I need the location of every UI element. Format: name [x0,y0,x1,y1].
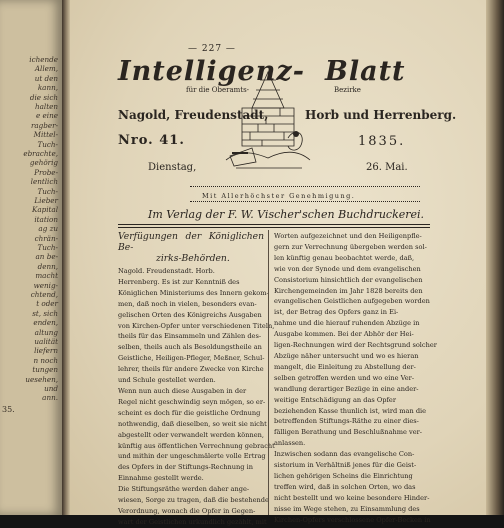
article-text-line: men, daß noch in vielen, besonders evan- [118,299,257,308]
facing-page-text-fragment: e eine [36,111,58,121]
article-text-line: beziehenden Kasse thunlich ist, wird man die [274,406,427,415]
article-text-line: abgestellt oder verwandelt werden können, [118,430,264,439]
facing-page-text-fragment: die sich [29,92,58,102]
article-text-line: Worten aufgezeichnet und den Heiligenpfle- [274,232,422,240]
masthead-rule-double [118,227,430,228]
masthead-title-left: Intelligenz- [118,56,305,87]
issue-number: Nro. 41. [118,133,185,148]
article-text-line: Herrenberg. Es ist zur Kenntniß des [118,277,240,286]
facing-page-text-fragment: lentlich [30,177,58,187]
facing-page-text-fragment: n noch [33,355,58,365]
permission-notice: Mit Allerhöchster Genehmigung. [202,192,356,200]
facing-page-text-fragment: Tuch- [37,186,58,196]
facing-page-text-fragment: denn, [37,261,58,271]
masthead-vignette [222,68,314,180]
article-text-line: fälligen Berathung und Beschlußnahme ver- [274,428,423,437]
facing-page-text-fragment: und [44,384,58,393]
article-text-line: und mithin der ungeschmälerte volle Ertrag [118,452,266,461]
article-text-line: wandlung derartiger Bezüge in eine ander- [274,384,419,393]
article-text-line: Nagold. Freudenstadt. Horb. [118,267,215,275]
facing-page-text-fragment: ualität [34,337,58,346]
masthead-title-right: Blatt [325,56,406,87]
facing-page-text-fragment: halten [35,102,58,111]
article-text-line: Einnahme gestellt werde. [118,474,204,483]
issue-day: Dienstag, [148,162,197,173]
facing-page-text-fragment: ebrachte, [23,149,58,158]
masthead-rule [118,224,430,225]
article-text-line: sistorium in Verhältniß jenes für die Geist- [274,461,417,470]
facing-page [0,0,62,515]
facing-page-text-fragment: liefern [34,346,58,356]
article-text-line: nicht bestellt und wo keine besondere Hinder- [274,493,430,502]
article-text-line: ligen-Rechnungen wird der Rechtsgrund solcher [274,341,437,350]
article-column-right [274,231,437,525]
article-text-line: Ausgabe kommen. Bei der Abhör der Hei- [274,330,414,339]
article-text-line: Wenn nun auch diese Ausgaben in der [118,386,247,395]
publisher-line: Im Verlag der F. W. Vischer'schen Buchdruckerei. [148,208,425,221]
article-text-line: Kirchengemeinden im Jahr 1828 bereits den [274,286,423,295]
article-text-line: des Opfers in der Stiftungs-Rechnung in [118,463,253,472]
article-text-line: selben getroffen werden und wo eine Ver- [274,373,415,382]
facing-page-text-fragment: Kapital [31,205,58,215]
facing-page-text-fragment: wenig- [33,280,58,290]
article-text-line: Inzwischen sodann das evangelische Con- [274,450,415,459]
article-text-line: wie von der Synode und dem evangelischen [274,264,421,273]
book-gutter [62,0,70,515]
article-text-line: und Schule gestellet werden. [118,376,216,385]
facing-page-text-fragment: an be- [35,252,58,262]
facing-page-text-fragment: ut den [34,73,58,83]
facing-page-text-fragment: t oder [36,299,58,309]
facing-page-text-fragment: ag zu [38,224,58,234]
facing-page-text-fragment: Lieber [34,196,58,205]
article-text-line: Königlichen Ministeriums des Innern gekom- [118,288,269,297]
article-text-line: gern zur Verrechnung übergeben werden sol- [274,242,427,251]
article-text-line: Regel nicht geschwindig seyn mögen, so er- [118,397,266,406]
facing-page-text-fragment: Tuch- [37,139,58,149]
article-text-line: gelischen Orten des Königreichs Ausgaben [118,310,262,319]
facing-page-text-fragment: ann. [42,393,58,403]
facing-page-text-fragment: enden, [33,318,58,328]
facing-page-text-fragment: uesehen, [25,374,58,384]
facing-page-text-fragment: Tuch- [37,243,58,252]
facing-page-text-fragment: tungen [32,365,58,375]
facing-page-text-fragment: itation [34,214,58,224]
article-text-line: treffen wird, daß in solchen Orten, wo das [274,482,416,491]
facing-page-text-fragment: Allem, [34,64,58,74]
newspaper-page [70,0,504,526]
divider-dotted-top [190,186,420,187]
facing-page-text-fragment: Mittel- [33,130,58,140]
article-text-line: nothwendig, daß dieselben, so weit sie nicht [118,419,267,428]
article-text-line: Die Stiftungsräthe werden daher ange- [118,485,250,494]
article-column-left [118,231,275,528]
page-number: — 227 — [188,44,236,54]
masthead-subtitle-left: für die Oberamts- [186,86,250,94]
article-headline [118,231,264,264]
page-edge [486,0,504,515]
article-text-line: künftig aus öffentlichen Verrechnung gebracht [118,441,275,450]
divider-dotted-bottom [190,201,420,202]
article-text-line: Geistliche, Heiligen-Pfleger, Meßner, Schul- [118,354,265,363]
article-text-line: weitige Entschädigung an das Opfer [274,395,396,404]
masthead-subtitle-right: Bezirke [334,86,361,94]
issue-date: 26. Mai. [366,162,408,173]
article-text-line: len künftig genau beobachtet werde, daß, [274,253,415,262]
facing-page-text-fragment: ragber- [30,120,58,130]
facing-page-text-fragment: gehörig [29,158,58,168]
article-text-line: nisse im Wege stehen, zu Einsammlung des [274,504,420,513]
headline-line: Verfügungen der Königlichen Be- [118,231,264,253]
article-text-line: Verordnung, wonach die Opfer in Gegen- [118,506,256,515]
issue-year: 1835. [358,134,406,149]
article-text-line: wart der Geistlichen urkundlich gezählt, mit [118,517,267,526]
article-text-line: selben, theils auch als Besoldungstheile an [118,343,262,352]
facing-page-text-fragment: st, sich [32,308,58,318]
article-text-line: von Kirchen-Opfer unter verschiedenen Titeln, [118,321,275,330]
article-text-line: lichen gehörigen Scheins die Einrichtung [274,471,413,480]
article-text-line: ist, der Betrag des Opfers ganz in Ei- [274,308,399,317]
facing-page-number: 35. [2,405,15,414]
facing-page-text-fragment: Probe- [34,167,58,177]
article-text-line: betreffenden Stiftungs-Räthe zu einer dies- [274,417,419,426]
facing-page-text-fragment: chrän- [34,233,58,243]
article-text-line: theils für das Einsammeln und Zählen des- [118,332,262,341]
article-text-line: mangelt, die Einleitung zu Abstellung der- [274,362,416,371]
facing-page-text-fragment: ichende [29,55,58,64]
article-text-line: wiesen, Sorge zu tragen, daß die bestehende [118,496,269,505]
article-text-line: evangelischen Geistlichen aufgegeben worden [274,297,430,306]
article-text-line: lehrer, theils für andere Zwecke von Kirche [118,365,264,374]
article-text-line: Consistorium hinsichtlich der evangelischen [274,275,423,284]
places-left: Nagold, Freudenstadt, [118,108,269,122]
facing-page-text-fragment: altung [34,327,58,337]
article-text-line: anlassen. [274,439,306,448]
places-right: Horb und Herrenberg. [305,108,457,122]
facing-page-text-fragment: macht [35,271,58,281]
article-text-line: Abzüge näher untersucht und wo es hieran [274,351,419,360]
facing-page-text-fragment: chtend, [30,290,58,299]
column-divider [268,230,269,515]
article-text-line: Kirchen-Opfers verschlossene Opfer-Becken in [274,515,431,524]
article-text-line: nahme und die hierauf ruhenden Abzüge in [274,319,420,328]
headline-line: zirks-Behörden. [156,253,230,264]
facing-page-text-fragment: kann, [37,83,58,93]
article-text-line: scheint es doch für die geistliche Ordnung [118,408,261,417]
